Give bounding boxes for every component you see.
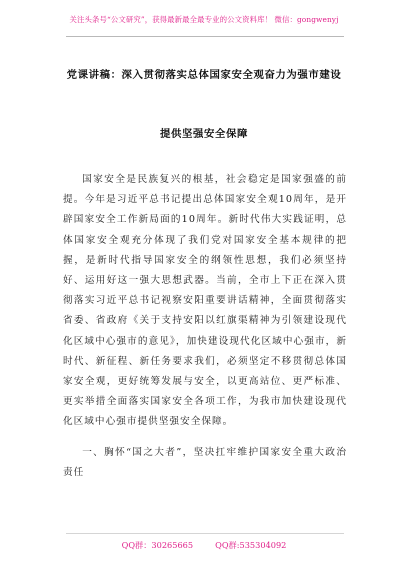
document-title-line-1: 党课讲稿：深入贯彻落实总体国家安全观奋力为强市建设 <box>66 69 342 81</box>
footer-qq-group-1: QQ群：30265665 <box>121 540 194 550</box>
header-divider <box>66 36 344 37</box>
document-body <box>63 170 347 483</box>
footer-qq-group-2: QQ群:535304092 <box>215 540 287 550</box>
header-banner: 关注头条号“公文研究”，获得最新最全最专业的公文资料库！ 微信：gongwenyj <box>69 15 339 24</box>
footer-divider <box>66 533 344 534</box>
section-heading: 一、胸怀“国之大者”，坚决扛牢维护国家安全重大政治责任 <box>63 446 347 478</box>
body-paragraph: 国家安全是民族复兴的根基，社会稳定是国家强盛的前提。今年是习近平总书记提出总体国家安全观10周年，是开辟国家安全工作新局面的10周年。新时代伟大实践证明，总体国家安全观充分体现了我们党对国家安全基本规律的把握，是新时代指导国家安全的纲领性思想，我们必须坚持好、运用好这一强大思想武器。当前，全市上下正在深入贯彻落实习近平总书记视察安阳重要讲话精神，全面贯彻落实省委、省政府《关于支持安阳以红旗渠精神为引领建设现代化区域中心强市的意见》，加快建设现代化区域中心强市，新时代、新征程、新任务要求我们，必须坚定不移贯彻总体国家安全观，更好统筹发展与安全，以更高站位、更严标准、更实举措全面落实国家安全各项工作，为我市加快建设现代化区域中心强市提供坚强安全保障。 <box>63 174 347 428</box>
document-title-line-2: 提供坚强安全保障 <box>160 128 248 140</box>
footer-contact <box>0 540 408 551</box>
